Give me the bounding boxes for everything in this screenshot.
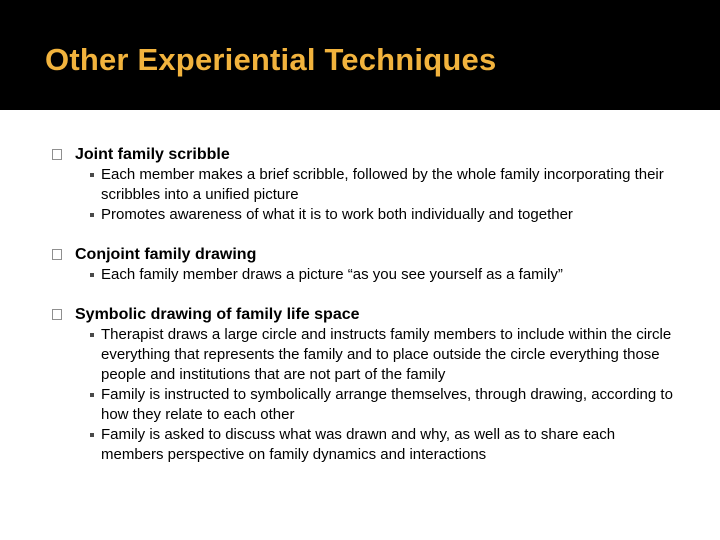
square-bullet-icon [90, 213, 94, 217]
list-item-text: Each family member draws a picture “as you see yourself as a family” [101, 266, 563, 283]
list-item [90, 165, 692, 205]
square-bullet-icon [90, 433, 94, 437]
box-bullet-icon [52, 249, 62, 260]
sub-list [52, 325, 692, 465]
square-bullet-icon [90, 273, 94, 277]
section-label: Joint family scribble [75, 146, 230, 163]
list-item-text: Therapist draws a large circle and instructs family members to include within the circle everything that represents the family and to place outside the circle everything those people and institutions that are not part of the family [101, 326, 672, 383]
list-item [90, 265, 692, 285]
section-heading [52, 245, 692, 265]
section-heading [52, 305, 692, 325]
list-item [90, 425, 692, 465]
list-item-text: Each member makes a brief scribble, followed by the whole family incorporating their scribbles into a unified picture [101, 166, 664, 203]
sub-list [52, 265, 692, 285]
section-symbolic-drawing [52, 305, 692, 465]
list-item [90, 325, 692, 385]
slide-title: Other Experiential Techniques [45, 42, 497, 77]
section-conjoint-family-drawing [52, 245, 692, 285]
list-item [90, 385, 692, 425]
square-bullet-icon [90, 173, 94, 177]
section-label: Conjoint family drawing [75, 246, 257, 263]
list-item-text: Family is instructed to symbolically arrange themselves, through drawing, according to how they relate to each other [101, 386, 673, 423]
section-label: Symbolic drawing of family life space [75, 306, 360, 323]
square-bullet-icon [90, 333, 94, 337]
box-bullet-icon [52, 309, 62, 320]
square-bullet-icon [90, 393, 94, 397]
list-item-text: Promotes awareness of what it is to work both individually and together [101, 206, 573, 223]
list-item [90, 205, 692, 225]
slide-content [52, 145, 692, 485]
sub-list [52, 165, 692, 225]
list-item-text: Family is asked to discuss what was drawn and why, as well as to share each members perspective on family dynamics and interactions [101, 426, 616, 463]
section-heading [52, 145, 692, 165]
box-bullet-icon [52, 149, 62, 160]
section-joint-family-scribble [52, 145, 692, 225]
